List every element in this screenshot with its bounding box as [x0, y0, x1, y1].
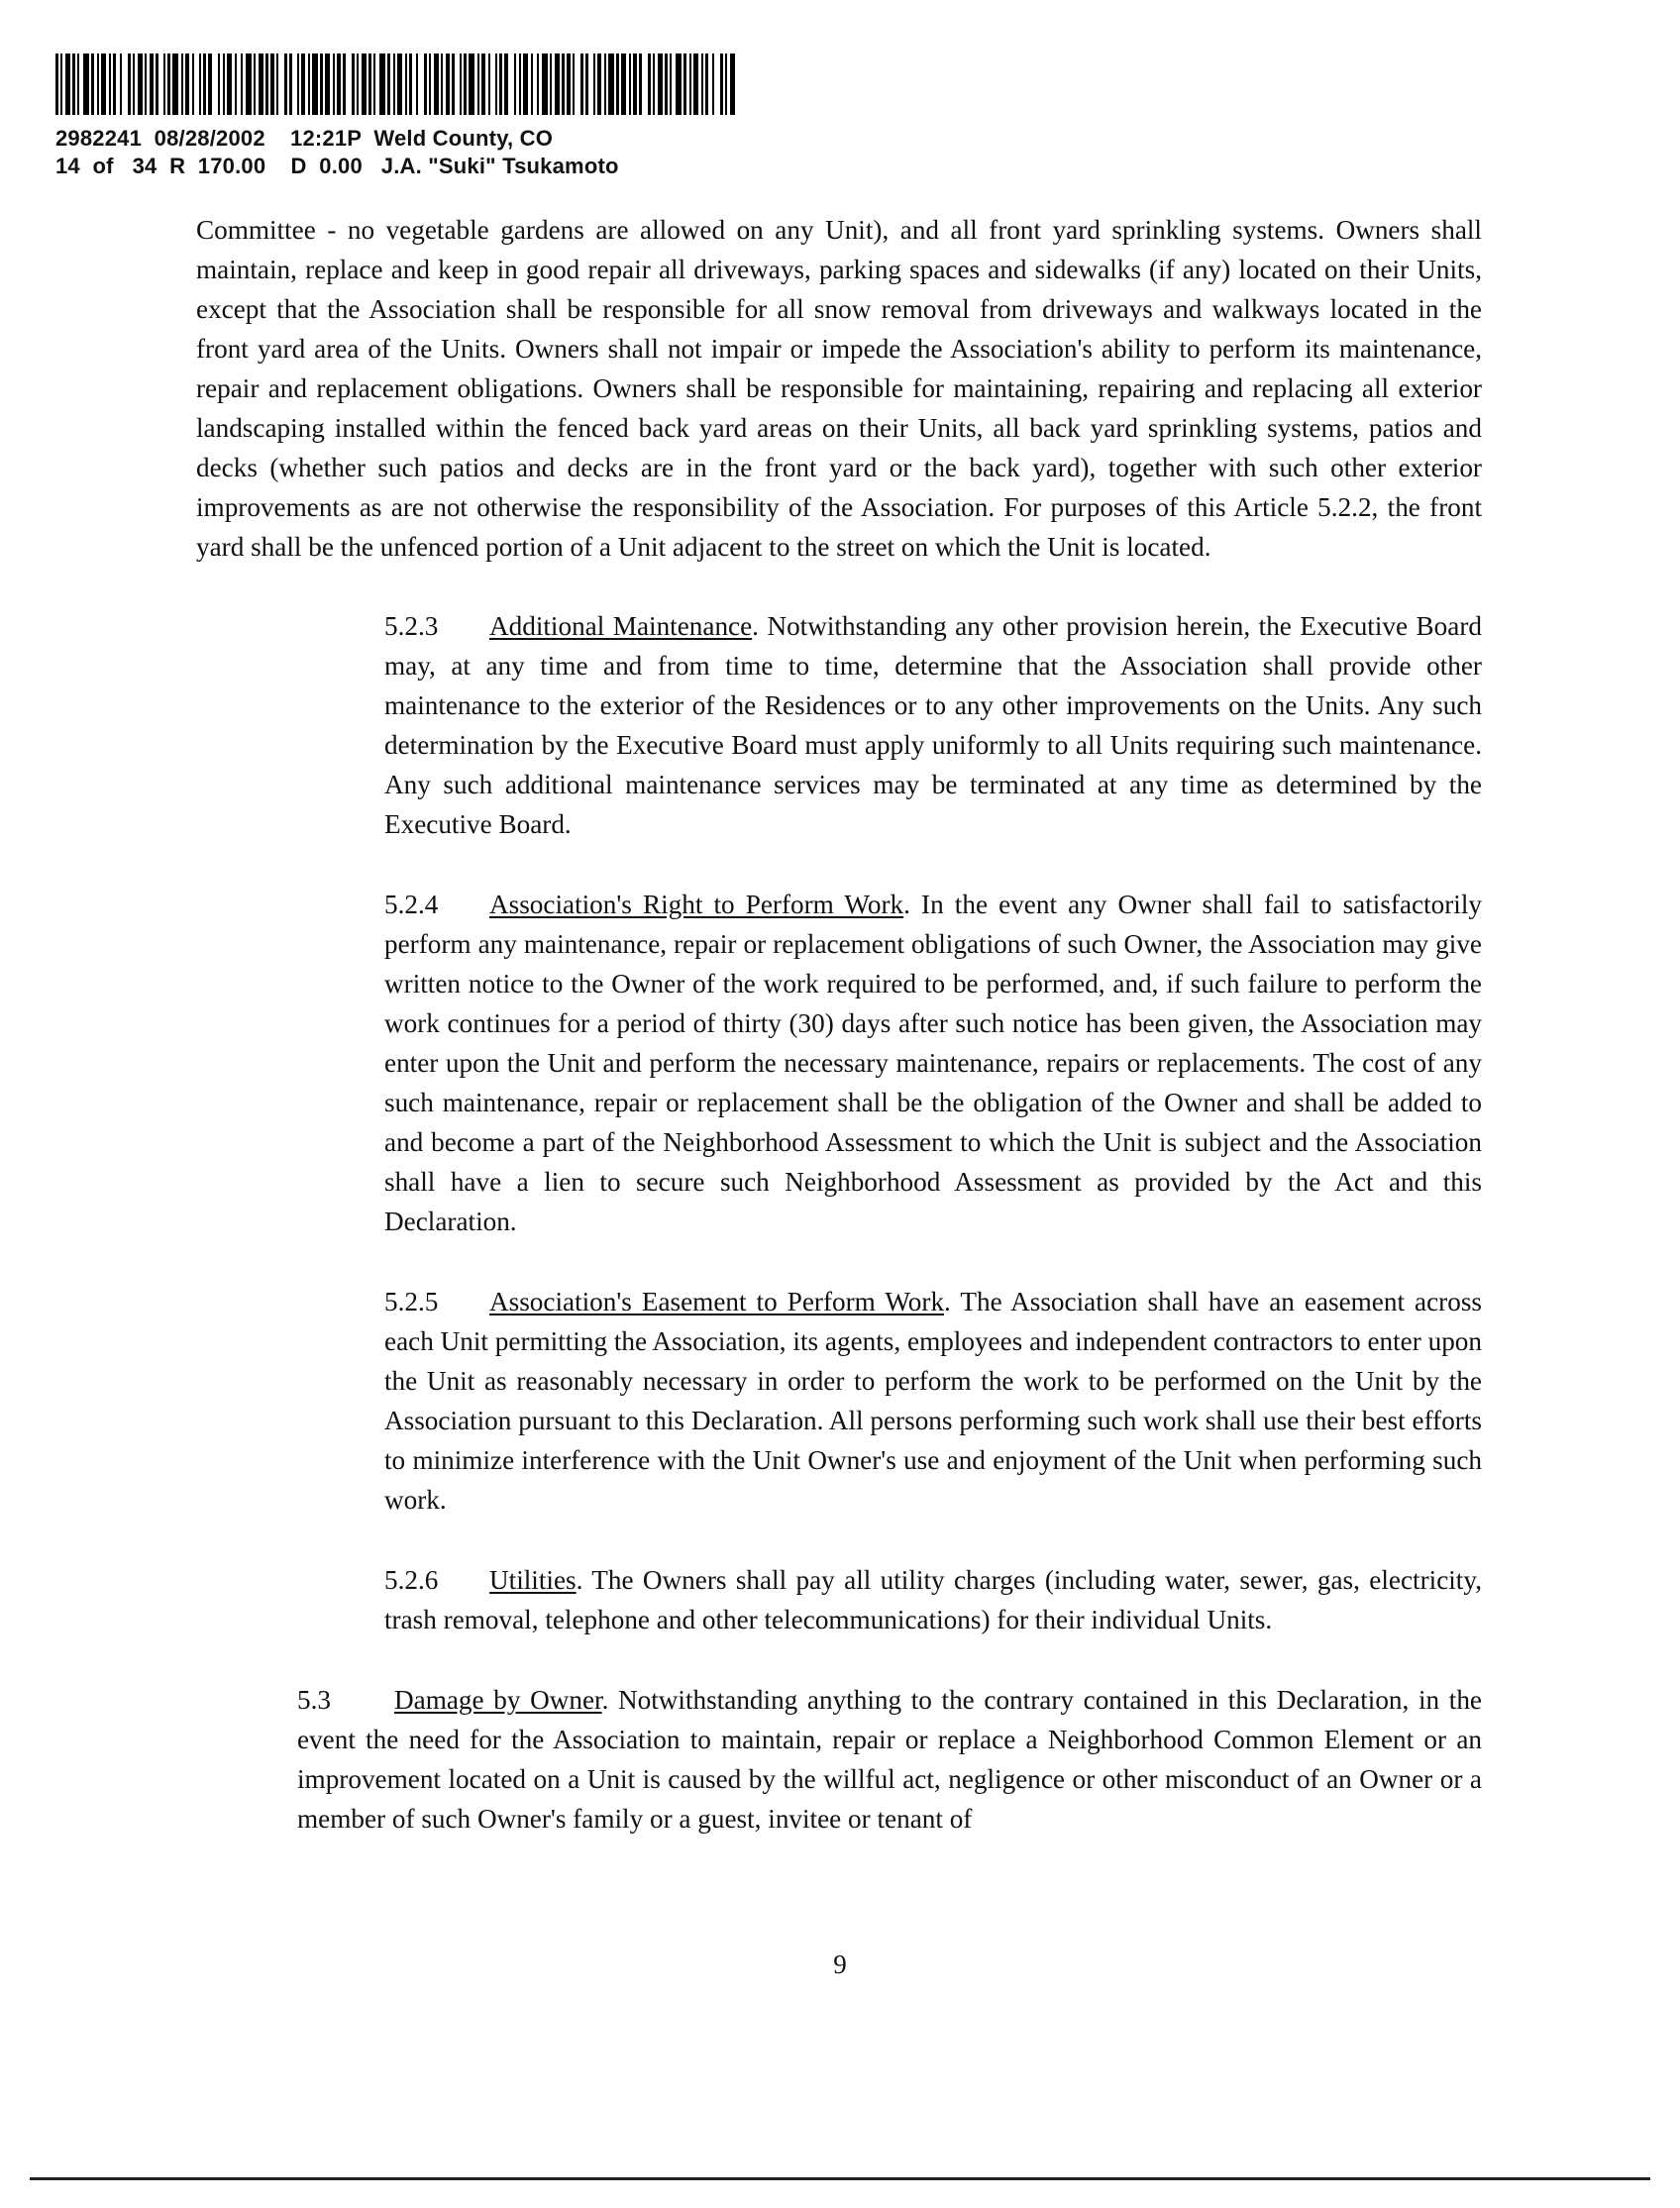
barcode-graphic — [55, 53, 739, 115]
section-number: 5.2.5 — [384, 1287, 439, 1316]
section-5-2-3 — [196, 606, 1482, 844]
section-title: Additional Maintenance — [489, 611, 753, 641]
section-body: . Notwithstanding any other provision herein, the Executive Board may, at any time and from time to time, determine that the Association shall provide other maintenance to the exterior of the Residences or to any other improvements on the Units. Any such determination by the Executive Board must apply uniformly to all Units requiring such maintenance. Any such additional maintenance services may be terminated at any time as determined by the Executive Board. — [384, 611, 1482, 839]
section-number: 5.3 — [297, 1685, 331, 1715]
section-5-3 — [196, 1680, 1482, 1839]
stamp-line-2: 14 of 34 R 170.00 D 0.00 J.A. "Suki" Tsukamoto — [55, 154, 619, 178]
section-5-2-4 — [196, 885, 1482, 1241]
section-body: . The Owners shall pay all utility charges (including water, sewer, gas, electricity, trash removal, telephone and other telecommunications) for their individual Units. — [384, 1565, 1482, 1634]
section-number: 5.2.3 — [384, 611, 439, 641]
section-5-2-5 — [196, 1282, 1482, 1520]
section-body: . The Association shall have an easement across each Unit permitting the Association, its agents, employees and independent contractors to enter upon the Unit as reasonably necessary in order to perform the work to be performed on the Unit by the Association pursuant to this Declaration. All persons performing such work shall use their best efforts to minimize interference with the Unit Owner's use and enjoyment of the Unit when performing such work. — [384, 1287, 1482, 1515]
section-number: 5.2.6 — [384, 1565, 439, 1595]
section-title: Utilities — [489, 1565, 577, 1595]
section-body: . Notwithstanding anything to the contrary contained in this Declaration, in the event the need for the Association to maintain, repair or replace a Neighborhood Common Element or an improvement located on a Unit is caused by the willful act, negligence or other misconduct of an Owner or a member of such Owner's family or a guest, invitee or tenant of — [297, 1685, 1482, 1834]
section-body: . In the event any Owner shall fail to satisfactorily perform any maintenance, repair or replacement obligations of such Owner, the Association may give written notice to the Owner of the work required to be performed, and, if such failure to perform the work continues for a period of thirty (30) days after such notice has been given, the Association may enter upon the Unit and perform the necessary maintenance, repairs or replacements. The cost of any such maintenance, repair or replacement shall be the obligation of the Owner and shall be added to and become a part of the Neighborhood Assessment to which the Unit is subject and the Association shall have a lien to secure such Neighborhood Assessment as provided by the Act and this Declaration. — [384, 890, 1482, 1236]
paragraph-continuation: Committee - no vegetable gardens are allowed on any Unit), and all front yard sprinkling systems. Owners shall maintain, replace and keep in good repair all driveways, parking spaces and sidewalks (if any) located on their Units, except that the Association shall be responsible for all snow removal from driveways and walkways located in the front yard area of the Units. Owners shall not impair or impede the Association's ability to perform its maintenance, repair and replacement obligations. Owners shall be responsible for maintaining, repairing and replacing all exterior landscaping installed within the fenced back yard areas on their Units, all back yard sprinkling systems, patios and decks (whether such patios and decks are in the front yard or the back yard), together with such other exterior improvements as are not otherwise the responsibility of the Association. For purposes of this Article 5.2.2, the front yard shall be the unfenced portion of a Unit adjacent to the street on which the Unit is located. — [196, 215, 1482, 562]
section-title: Damage by Owner — [394, 1685, 602, 1715]
section-title: Association's Right to Perform Work — [489, 890, 904, 919]
stamp-line-1: 2982241 08/28/2002 12:21P Weld County, CO — [55, 126, 554, 151]
bottom-rule — [30, 2177, 1650, 2180]
document-body — [196, 210, 1482, 1879]
recording-stamp — [55, 53, 739, 180]
page-number: 9 — [833, 1949, 847, 1979]
barcode-bar — [730, 53, 735, 115]
section-title: Association's Easement to Perform Work — [489, 1287, 945, 1316]
section-number: 5.2.4 — [384, 890, 439, 919]
section-5-2-6 — [196, 1560, 1482, 1639]
